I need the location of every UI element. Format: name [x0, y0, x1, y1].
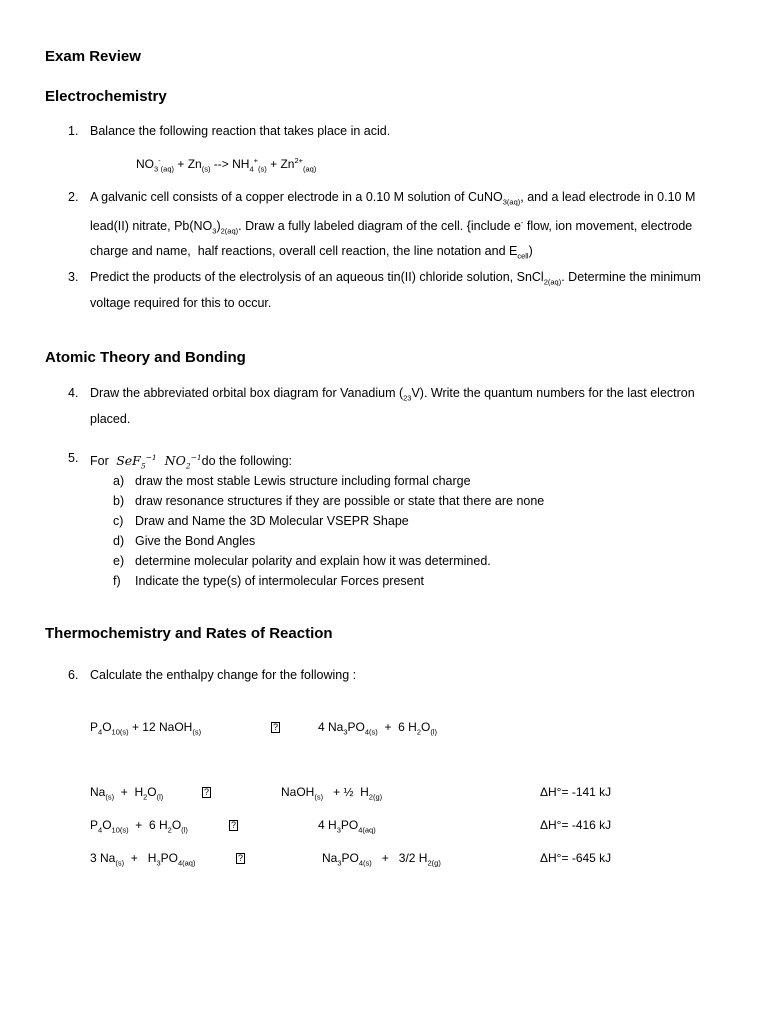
reaction-2-reactants: $P_4O_{10(s)} + 6$ $H_2O_{(l)}$	[90, 818, 188, 835]
reaction-1-products: NaOH$_{(s)}$ + ½ $H_{2(g)}$	[281, 785, 383, 802]
question-3-text: Predict the products of the electrolysis of an aqueous tin(II) chloride solution, SnCl$_{2(aq)}$. Determine the minimum voltage required for this to occur.	[90, 270, 701, 310]
list-item: a) draw the most stable Lewis structure including formal charge	[113, 474, 471, 488]
arrow-icon: ?	[230, 820, 236, 830]
reaction-3-products: $Na_3PO_{4(s)} + 3/2$ $H_{2(g)}$	[322, 851, 441, 868]
question-6-text: Calculate the enthalpy change for the following :	[90, 668, 357, 682]
question-number: 6.	[68, 668, 79, 682]
question-1-equation: $NO_3^-_{(aq)} + Zn_{(s)}$ --> $NH_4^+_{(s)} + Zn^{2+}_{(aq)}$	[136, 156, 317, 174]
question-number: 5.	[68, 451, 79, 465]
question-number: 3.	[68, 270, 79, 284]
list-item: b) draw resonance structures if they are possible or state that there are none	[113, 494, 545, 508]
question-2-text: A galvanic cell consists of a copper electrode in a 0.10 M solution of CuNO$_{3(aq)}$, and a lead electrode in 0.10 M lead(II) nitrate, $Pb(NO_3)_{2(aq)}$. Draw a fully labeled diagram of the cell. {include e- flow, ion movement, electrode charge and name, half reactions, overall cell reaction, the line notation and $E_{cell}$)	[90, 190, 696, 261]
question-5-suffix: do the following:	[201, 454, 293, 469]
reaction-3-reactants: 3 $Na_{(s)} + H_3PO_{4(aq)}$	[90, 851, 196, 868]
reaction-2-products: 4 $H_3PO_{4(aq)}$	[318, 818, 376, 835]
target-products: 4 $Na_3PO_{4(s)} + 6$ $H_2O_{(l)}$	[318, 720, 438, 737]
enthalpy-3: ΔH°= -645 kJ	[540, 851, 612, 865]
list-item: f) Indicate the type(s) of intermolecular Forces present	[113, 574, 425, 588]
question-number: 2.	[68, 190, 79, 204]
section-heading-thermochemistry: Thermochemistry and Rates of Reaction	[45, 625, 333, 642]
enthalpy-1: ΔH°= -141 kJ	[540, 785, 612, 799]
formula-sef5: SeF$_5^{-1}$ $NO_2^{-1}$	[112, 453, 202, 471]
section-heading-atomic-theory: Atomic Theory and Bonding	[45, 349, 246, 366]
question-1-text: Balance the following reaction that takes place in acid.	[90, 124, 391, 138]
section-heading-electrochemistry: Electrochemistry	[45, 88, 167, 105]
arrow-icon: ?	[237, 853, 243, 863]
question-5-prefix: For	[90, 454, 109, 469]
page-title: Exam Review	[45, 48, 141, 65]
arrow-icon: ?	[272, 722, 278, 732]
question-4-text: Draw the abbreviated orbital box diagram for Vanadium $(_{23}V)$. Write the quantum numbers for the last electron placed.	[90, 386, 695, 426]
enthalpy-2: ΔH°= -416 kJ	[540, 818, 612, 832]
list-item: d) Give the Bond Angles	[113, 534, 256, 548]
target-reactants: $P_4O_{10(s)} + 12$ NaOH$_{(s)}$	[90, 720, 202, 737]
list-item: c) Draw and Name the 3D Molecular VSEPR Shape	[113, 514, 409, 528]
reaction-1-reactants: $Na_{(s)} + H_2O_{(l)}$	[90, 785, 164, 802]
list-item: e) determine molecular polarity and explain how it was determined.	[113, 554, 491, 568]
question-5-text	[90, 448, 720, 477]
question-number: 1.	[68, 124, 79, 138]
arrow-icon: ?	[203, 787, 209, 797]
question-number: 4.	[68, 386, 79, 400]
